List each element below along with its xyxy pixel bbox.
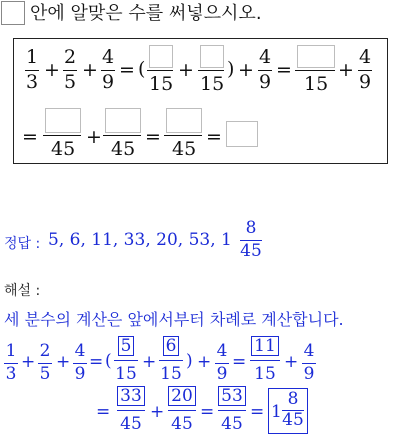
fraction-bar (43, 135, 81, 136)
fraction-bar (164, 135, 202, 136)
equals-sign: = (206, 126, 222, 148)
answer-label: 정답 : (4, 236, 41, 252)
answer-blank[interactable] (226, 121, 258, 147)
equals-sign: = (22, 126, 38, 148)
denominator: 15 (304, 73, 329, 95)
fraction: 4 9 (216, 341, 228, 384)
fraction: 4 9 (303, 341, 315, 384)
answer-blank[interactable] (166, 108, 202, 133)
plus-sign: + (178, 59, 194, 81)
answer-blank[interactable] (45, 108, 81, 133)
plus-sign: + (44, 59, 60, 81)
equals-sign: = (96, 402, 111, 422)
plus-sign: + (197, 352, 212, 372)
equals-sign: = (89, 352, 104, 372)
fraction: $\frac{53}{45}$ (218, 386, 246, 434)
fraction-bar (103, 135, 141, 136)
right-paren: ) (186, 351, 193, 371)
solution-explanation: 세 분수의 계산은 앞에서부터 차례로 계산합니다. (4, 310, 344, 329)
plus-sign: + (82, 59, 98, 81)
answer-blank[interactable] (200, 45, 224, 68)
plus-sign: + (56, 352, 71, 372)
fraction: $\frac{20}{45}$ (168, 386, 196, 434)
fraction: $\frac{11}{15}$ (250, 336, 280, 384)
left-paren: ( (138, 58, 146, 80)
left-paren: ( (105, 351, 112, 371)
equals-sign: = (200, 402, 215, 422)
answer-blank[interactable] (149, 45, 173, 68)
denominator: 15 (200, 73, 225, 95)
fraction: 8 45 (282, 389, 304, 430)
fraction: 4 9 (74, 341, 86, 384)
equals-sign: = (250, 402, 265, 422)
equals-sign: = (276, 59, 292, 81)
fraction: 4 9 (258, 46, 272, 93)
plus-sign: + (150, 402, 165, 422)
denominator: 15 (149, 73, 174, 95)
answer-box-icon (1, 1, 25, 25)
plus-sign: + (238, 59, 254, 81)
answer-blank[interactable] (105, 108, 141, 133)
equals-sign: = (145, 126, 161, 148)
plus-sign: + (338, 59, 354, 81)
denominator: 45 (172, 138, 197, 160)
plus-sign: + (284, 352, 299, 372)
plus-sign: + (86, 126, 102, 148)
fraction: $\frac{5}{15}$ (115, 336, 137, 384)
fraction: 2 5 (63, 46, 77, 93)
fraction-bar (147, 70, 173, 71)
denominator: 45 (51, 138, 76, 160)
question-instruction: 안에 알맞은 수를 써넣으시오. (30, 3, 262, 24)
plus-sign: + (21, 352, 36, 372)
fraction-bar (198, 70, 224, 71)
fraction: 1 3 (25, 46, 39, 93)
answer-values: 5, 6, 11, 33, 20, 53, 1 (48, 230, 232, 250)
fraction: 4 9 (101, 46, 115, 93)
solution-label: 해설 : (4, 283, 41, 299)
answer-blank[interactable] (297, 45, 335, 68)
fraction: 4 9 (358, 46, 372, 93)
plus-sign: + (142, 352, 157, 372)
answer-mixed-fraction: 8 45 (240, 218, 262, 261)
equals-sign: = (232, 352, 247, 372)
equals-sign: = (119, 59, 135, 81)
right-paren: ) (227, 58, 235, 80)
fraction-bar (295, 70, 335, 71)
fraction: $\frac{6}{15}$ (160, 336, 182, 384)
denominator: 45 (111, 138, 136, 160)
fraction: 1 3 (5, 341, 17, 384)
fraction: $\frac{33}{45}$ (117, 386, 145, 434)
whole-number: 1 (271, 402, 282, 422)
fraction: 2 5 (39, 341, 51, 384)
